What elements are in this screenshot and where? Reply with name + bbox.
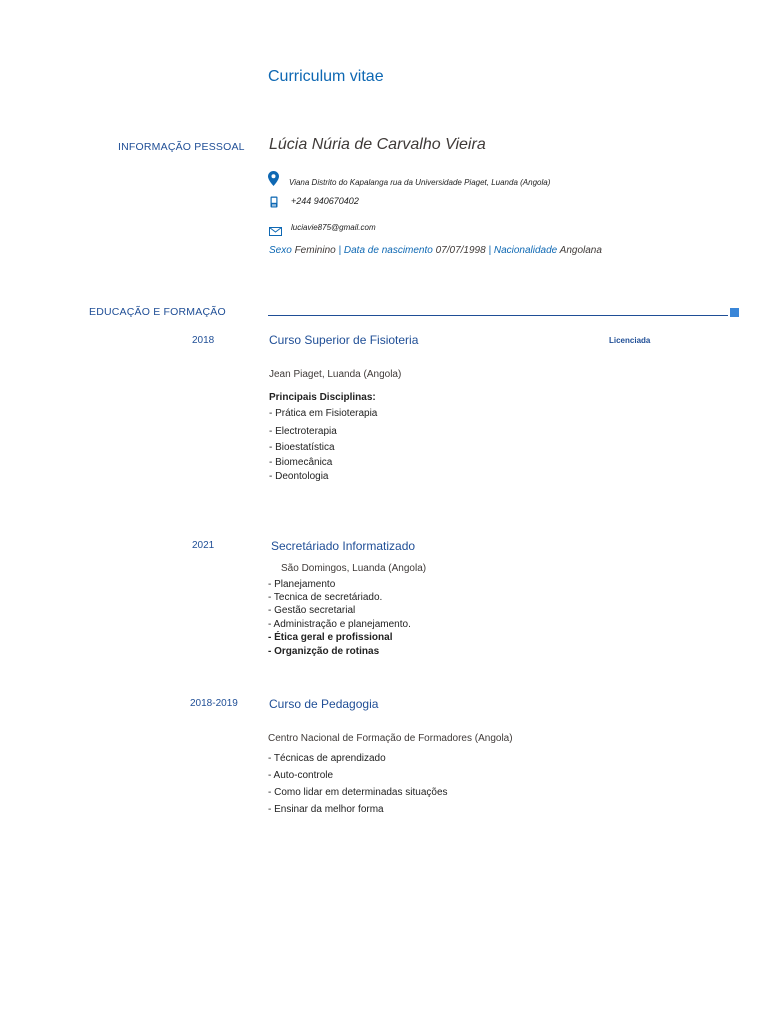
- list-item: - Técnicas de aprendizado: [268, 753, 386, 764]
- list-item: - Como lidar em determinadas situações: [268, 787, 448, 798]
- list-item: - Organizção de rotinas: [268, 646, 380, 657]
- list-item: - Gestão secretarial: [268, 605, 356, 616]
- section-label-education: EDUCAÇÃO E FORMAÇÃO: [89, 306, 226, 318]
- dob-label: Data de nascimento: [343, 245, 433, 256]
- address-text: Viana Distrito do Kapalanga rua da Universidade Piaget, Luanda (Angola): [289, 178, 551, 187]
- cv-title: Curriculum vitae: [268, 68, 384, 85]
- list-item: - Administração e planejamento.: [268, 619, 411, 630]
- sex-value: Feminino: [294, 245, 336, 256]
- entry-org: Jean Piaget, Luanda (Angola): [269, 369, 402, 380]
- entry-org: Centro Nacional de Formação de Formadores (Angola): [268, 733, 513, 744]
- separator: |: [338, 245, 342, 256]
- list-item: - Deontologia: [269, 471, 329, 482]
- list-item: - Ética geral e profissional: [268, 632, 393, 643]
- nationality-value: Angolana: [559, 245, 602, 256]
- email-text[interactable]: luciavie875@gmail.com: [291, 223, 376, 232]
- sex-label: Sexo: [269, 245, 292, 256]
- section-label-personal: INFORMAÇÃO PESSOAL: [118, 141, 245, 153]
- person-name: Lúcia Núria de Carvalho Vieira: [269, 136, 486, 153]
- nationality-label: Nacionalidade: [493, 245, 558, 256]
- map-pin-icon: [268, 171, 279, 191]
- list-item: - Electroterapia: [269, 426, 337, 437]
- list-item: - Prática em Fisioterapia: [269, 408, 378, 419]
- section-divider-marker: [730, 308, 739, 317]
- list-item: - Biomecânica: [269, 457, 333, 468]
- personal-details: [269, 245, 602, 256]
- entry-year: 2021: [192, 540, 215, 551]
- separator: |: [488, 245, 492, 256]
- entry-year: 2018: [192, 335, 215, 346]
- entry-course: Secretáriado Informatizado: [271, 539, 416, 553]
- phone-text: +244 940670402: [291, 196, 359, 206]
- mobile-phone-icon: [270, 195, 278, 213]
- dob-value: 07/07/1998: [435, 245, 486, 256]
- entry-year: 2018-2019: [190, 698, 238, 709]
- envelope-icon: [269, 223, 282, 241]
- list-item: - Planejamento: [268, 579, 336, 590]
- list-item: - Tecnica de secretáriado.: [268, 592, 383, 603]
- entry-course: Curso Superior de Fisioteria: [269, 333, 419, 347]
- list-item: - Auto-controle: [268, 770, 334, 781]
- entry-org: São Domingos, Luanda (Angola): [281, 563, 427, 574]
- list-item: - Ensinar da melhor forma: [268, 804, 384, 815]
- entry-level: Licenciada: [609, 336, 651, 345]
- list-item: - Bioestatística: [269, 442, 335, 453]
- entry-subheading: Principais Disciplinas:: [269, 392, 376, 403]
- section-divider: [268, 315, 728, 316]
- entry-course: Curso de Pedagogia: [269, 697, 379, 711]
